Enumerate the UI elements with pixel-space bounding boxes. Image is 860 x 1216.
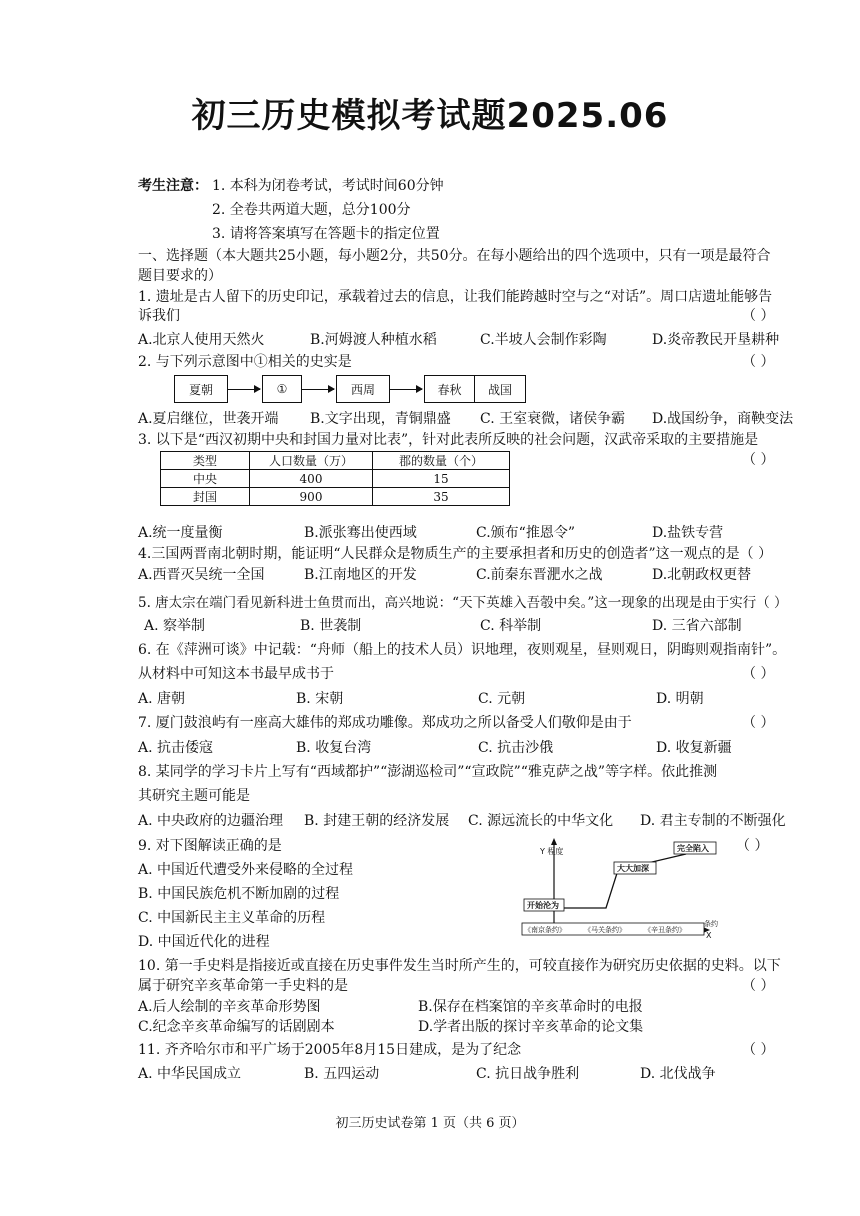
crisis-chart xyxy=(518,836,722,940)
option-d: D.北朝政权更替 xyxy=(652,567,752,583)
option-c: C. 元朝 xyxy=(478,691,526,707)
stage-label: 大大加深 xyxy=(617,864,649,873)
table-cell: 15 xyxy=(373,470,510,488)
section-heading-cont: 题目要求的） xyxy=(138,268,222,284)
stage-label: 开始沦为 xyxy=(527,901,559,910)
question-8-stem: 8. 某同学的学习卡片上写有“西域都护”“澎湖巡检司”“宣政院”“雅克萨之战”等字样。依此推测 xyxy=(138,764,718,780)
stage-label: 完全陷入 xyxy=(677,844,709,853)
option-b: B.河姆渡人种植水稻 xyxy=(310,332,437,348)
question-1-stem-cont: 诉我们 xyxy=(138,308,180,324)
diagram-arrow xyxy=(390,389,422,390)
option-d: D. 北伐战争 xyxy=(640,1066,716,1082)
question-4-stem: 4.三国两晋南北朝时期，能证明“人民群众是物质生产的主要承担者和历史的创造者”这一观点的是（ ） xyxy=(138,546,773,562)
option-c: C. 科举制 xyxy=(480,618,542,634)
treaty-label: 《南京条约》 xyxy=(524,926,566,934)
question-11-stem: 11. 齐齐哈尔市和平广场于2005年8月15日建成，是为了纪念 xyxy=(138,1042,522,1058)
option-a: A. 唐朝 xyxy=(138,691,186,707)
table-row xyxy=(161,470,510,488)
question-5-stem: 5. 唐太宗在端门看见新科进士鱼贯而出，高兴地说：“天下英雄入吾彀中矣。”这一现象的出现是由于实行（ ） xyxy=(138,595,788,611)
table-header: 类型 xyxy=(161,452,250,470)
answer-blank: （ ） xyxy=(742,978,775,994)
diagram-box-chunqiu: 春秋 xyxy=(424,375,474,403)
page-title: 初三历史模拟考试题2025.06 xyxy=(191,96,669,136)
option-b: B. 收复台湾 xyxy=(296,740,372,756)
option-b: B. 五四运动 xyxy=(304,1066,380,1082)
option-d: D. 收复新疆 xyxy=(656,740,732,756)
option-d: D. 中国近代化的进程 xyxy=(138,934,270,950)
question-1-stem: 1. 遗址是古人留下的历史印记，承载着过去的信息，让我们能跨越时空与之“对话”。周口店遗址能够告 xyxy=(138,289,773,305)
table-header: 人口数量（万） xyxy=(250,452,373,470)
option-d: D. 三省六部制 xyxy=(652,618,742,634)
notice-item: 2. 全卷共两道大题，总分100分 xyxy=(212,202,411,218)
answer-blank: （ ） xyxy=(742,666,775,682)
option-a: A.后人绘制的辛亥革命形势图 xyxy=(138,999,321,1015)
treaty-label: 《马关条约》 xyxy=(584,926,626,934)
table-cell: 35 xyxy=(373,488,510,506)
table-cell: 中央 xyxy=(161,470,250,488)
table-row xyxy=(161,488,510,506)
notice-item: 3. 请将答案填写在答题卡的指定位置 xyxy=(212,226,440,242)
option-d: D.炎帝教民开垦耕种 xyxy=(652,332,780,348)
table-cell: 封国 xyxy=(161,488,250,506)
y-axis-arrow xyxy=(551,838,557,845)
option-a: A.北京人使用天然火 xyxy=(138,332,265,348)
diagram-box-xizhou: 西周 xyxy=(336,375,390,403)
option-a: A. 抗击倭寇 xyxy=(138,740,214,756)
option-c: C. 王室衰微，诸侯争霸 xyxy=(480,411,626,427)
page-footer: 初三历史试卷第 1 页（共 6 页） xyxy=(335,1116,525,1131)
option-c: C. 中国新民主主义革命的历程 xyxy=(138,910,326,926)
answer-blank: （ ） xyxy=(742,1042,775,1058)
option-a: A. 中国近代遭受外来侵略的全过程 xyxy=(138,862,354,878)
power-comparison-table xyxy=(160,451,510,506)
option-a: A. 察举制 xyxy=(144,618,206,634)
option-b: B. 宋朝 xyxy=(296,691,344,707)
question-9-stem: 9. 对下图解读正确的是 xyxy=(138,838,282,854)
question-2-stem: 2. 与下列示意图中①相关的史实是 xyxy=(138,354,352,370)
option-c: C.纪念辛亥革命编写的话剧剧本 xyxy=(138,1019,335,1035)
option-b: B. 封建王朝的经济发展 xyxy=(304,813,450,829)
option-b: B.江南地区的开发 xyxy=(304,567,417,583)
diagram-box-xia: 夏朝 xyxy=(174,375,228,403)
table-header: 郡的数量（个） xyxy=(373,452,510,470)
x-axis-label: X xyxy=(706,931,712,940)
option-d: D. 君主专制的不断强化 xyxy=(640,813,786,829)
option-c: C. 源远流长的中华文化 xyxy=(468,813,614,829)
option-c: C. 抗日战争胜利 xyxy=(476,1066,580,1082)
option-c: C.颁布“推恩令” xyxy=(476,525,575,541)
section-heading: 一、选择题（本大题共25小题，每小题2分，共50分。在每小题给出的四个选项中，只有一项是最符合 xyxy=(138,248,771,264)
option-a: A.夏启继位，世袭开端 xyxy=(138,411,279,427)
y-axis-label: Y 程度 xyxy=(540,847,564,856)
option-b: B. 中国民族危机不断加剧的过程 xyxy=(138,886,340,902)
question-6-stem-cont: 从材料中可知这本书最早成书于 xyxy=(138,666,334,682)
notice-item: 1. 本科为闭卷考试，考试时间60分钟 xyxy=(212,178,444,194)
option-d: D.盐铁专营 xyxy=(652,525,724,541)
x-axis-name: 条约 xyxy=(704,920,718,928)
diagram-arrow xyxy=(228,389,260,390)
option-b: B. 世袭制 xyxy=(300,618,362,634)
question-8-stem-cont: 其研究主题可能是 xyxy=(138,788,250,804)
question-6-stem: 6. 在《萍洲可谈》中记载：“舟师（船上的技术人员）识地理，夜则观星，昼则观日，阴晦则观指南针”。 xyxy=(138,642,787,658)
answer-blank: （ ） xyxy=(742,715,775,731)
diagram-arrow xyxy=(302,389,334,390)
option-b: B.派张骞出使西域 xyxy=(304,525,417,541)
option-a: A. 中央政府的边疆治理 xyxy=(138,813,284,829)
option-b: B.文字出现，青铜鼎盛 xyxy=(310,411,451,427)
notice-label: 考生注意： xyxy=(138,178,208,194)
question-10-stem-cont: 属于研究辛亥革命第一手史料的是 xyxy=(138,978,348,994)
answer-blank: （ ） xyxy=(742,452,775,468)
diagram-box-zhanguo: 战国 xyxy=(474,375,526,403)
option-a: A. 中华民国成立 xyxy=(138,1066,242,1082)
question-10-stem: 10. 第一手史料是指接近或直接在历史事件发生当时所产生的，可较直接作为研究历史依据的史料。以下 xyxy=(138,958,781,974)
table-cell: 400 xyxy=(250,470,373,488)
answer-blank: （ ） xyxy=(736,838,769,854)
option-d: D. 明朝 xyxy=(656,691,704,707)
table-cell: 900 xyxy=(250,488,373,506)
option-d: D.战国纷争，商鞅变法 xyxy=(652,411,794,427)
option-a: A.西晋灭吴统一全国 xyxy=(138,567,265,583)
question-7-stem: 7. 厦门鼓浪屿有一座高大雄伟的郑成功雕像。郑成功之所以备受人们敬仰是由于 xyxy=(138,715,632,731)
option-c: C. 抗击沙俄 xyxy=(478,740,554,756)
question-3-stem: 3. 以下是“西汉初期中央和封国力量对比表”，针对此表所反映的社会问题，汉武帝采取的主要措施是 xyxy=(138,432,759,448)
option-a: A.统一度量衡 xyxy=(138,525,223,541)
option-c: C.半坡人会制作彩陶 xyxy=(480,332,607,348)
option-b: B.保存在档案馆的辛亥革命时的电报 xyxy=(418,999,643,1015)
treaty-label: 《辛丑条约》 xyxy=(644,926,686,934)
answer-blank: （ ） xyxy=(742,308,775,324)
option-c: C.前秦东晋淝水之战 xyxy=(476,567,603,583)
diagram-box-blank: ① xyxy=(262,375,302,403)
option-d: D.学者出版的探讨辛亥革命的论文集 xyxy=(418,1019,644,1035)
answer-blank: （ ） xyxy=(742,354,775,370)
table-header-row xyxy=(161,452,510,470)
